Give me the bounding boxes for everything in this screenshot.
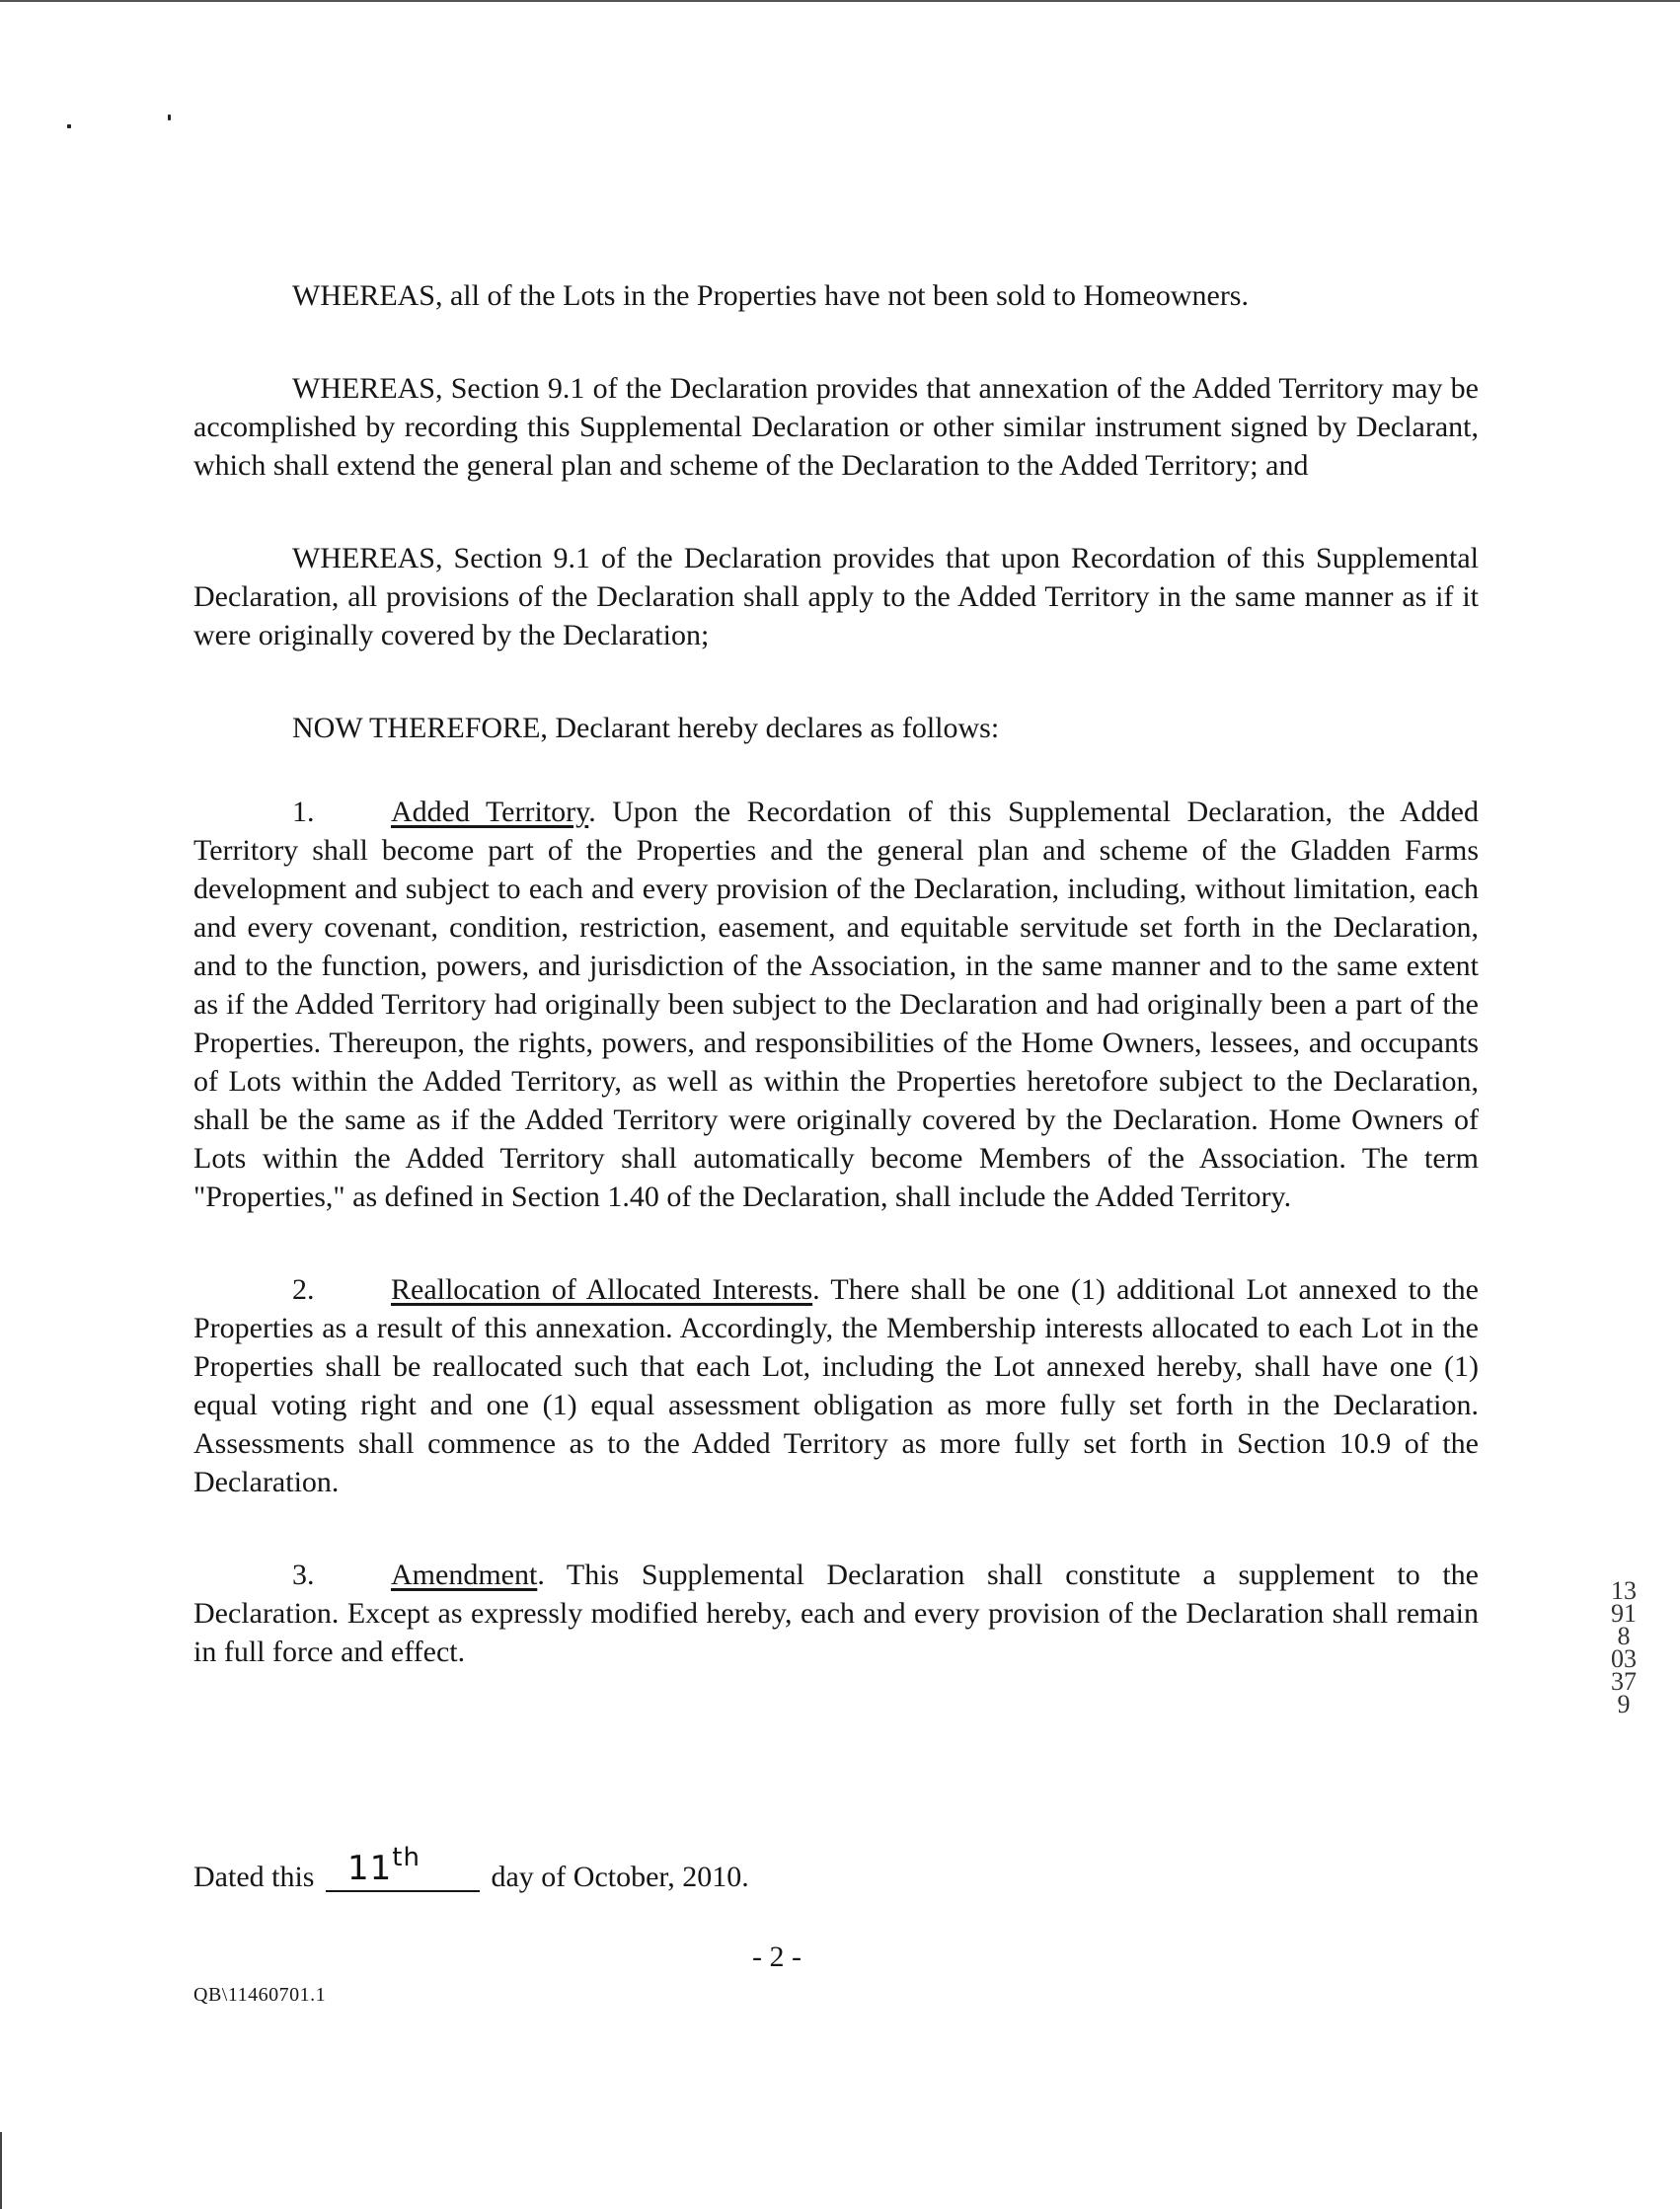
- section-text: . This Supplemental Declaration shall constitute a supplement to the Declaration. Except as expressly modified hereby, each and every provision of the Declaration shall remain in full force and effect.: [193, 1559, 1479, 1668]
- section-1: [193, 793, 1479, 1216]
- section-number: 3.: [292, 1559, 315, 1591]
- whereas-paragraph-3: WHEREAS, Section 9.1 of the Declaration provides that upon Recordation of this Supplemental Declaration, all provisions of the Declaration shall apply to the Added Territory in the same manner as if it were originally covered by the Declaration;: [193, 542, 1479, 651]
- section-number: 1.: [292, 796, 315, 828]
- section-number: 2.: [292, 1273, 315, 1306]
- whereas-paragraph-2: WHEREAS, Section 9.1 of the Declaration provides that annexation of the Added Territory may be accomplished by recording this Supplemental Declaration or other similar instrument signed by Declarant, which shall extend the general plan and scheme of the Declaration to the Added Territory; and: [193, 372, 1479, 482]
- section-text: . There shall be one (1) additional Lot annexed to the Properties as a result of this annexation. Accordingly, the Membership interests allocated to each Lot in the Properties shall be reallocated such that each Lot, including the Lot annexed hereby, shall have one (1) equal voting right and one (1) equal assessment obligation as more fully set forth in the Declaration. Assessments shall commence as to the Added Territory as more fully set forth in Section 10.9 of the Declaration.: [193, 1273, 1479, 1498]
- page-number: - 2 -: [752, 1941, 802, 1973]
- scan-speck: [168, 114, 171, 120]
- dated-line: [193, 1843, 749, 1896]
- handwritten-day-suffix: th: [392, 1843, 420, 1872]
- document-body: [193, 276, 1479, 1671]
- section-3: [193, 1556, 1479, 1671]
- section-heading: Added Territory: [391, 796, 589, 828]
- handwritten-day-number: 11: [346, 1849, 393, 1888]
- section-text: . Upon the Recordation of this Supplemental Declaration, the Added Territory shall become part of the Properties and the general plan and scheme of the Gladden Farms development and subject to each and every provision of the Declaration, including, without limitation, each and every covenant, condition, restriction, easement, and equitable servitude set forth in the Declaration, and to the function, powers, and jurisdiction of the Association, in the same manner and to the same extent as if the Added Territory had originally been subject to the Declaration and had originally been a part of the Properties. Thereupon, the rights, powers, and responsibilities of the Home Owners, lessees, and occupants of Lots within the Added Territory, as well as within the Properties heretofore subject to the Declaration, shall be the same as if the Added Territory were originally covered by the Declaration. Home Owners of Lots within the Added Territory shall automatically become Members of the Association. The term "Properties," as defined in Section 1.40 of the Declaration, shall include the Added Territory.: [193, 796, 1479, 1213]
- scan-speck: [67, 124, 71, 128]
- day-blank: [326, 1843, 480, 1892]
- section-2: [193, 1270, 1479, 1501]
- document-id: QB\11460701.1: [193, 1984, 327, 2006]
- now-therefore-paragraph: NOW THEREFORE, Declarant hereby declares as follows:: [292, 712, 1000, 744]
- whereas-paragraph-1: WHEREAS, all of the Lots in the Properties have not been sold to Homeowners.: [292, 279, 1249, 312]
- scan-edge-top: [0, 0, 1680, 2]
- dated-prefix: Dated this: [193, 1861, 315, 1893]
- handwritten-day: [347, 1839, 420, 1888]
- scan-edge-left: [0, 2132, 2, 2209]
- dated-suffix: day of October, 2010.: [491, 1861, 749, 1893]
- recording-stamp: 13918 03379: [1611, 1576, 1637, 1718]
- section-heading: Amendment: [391, 1559, 538, 1591]
- section-heading: Reallocation of Allocated Interests: [391, 1273, 813, 1306]
